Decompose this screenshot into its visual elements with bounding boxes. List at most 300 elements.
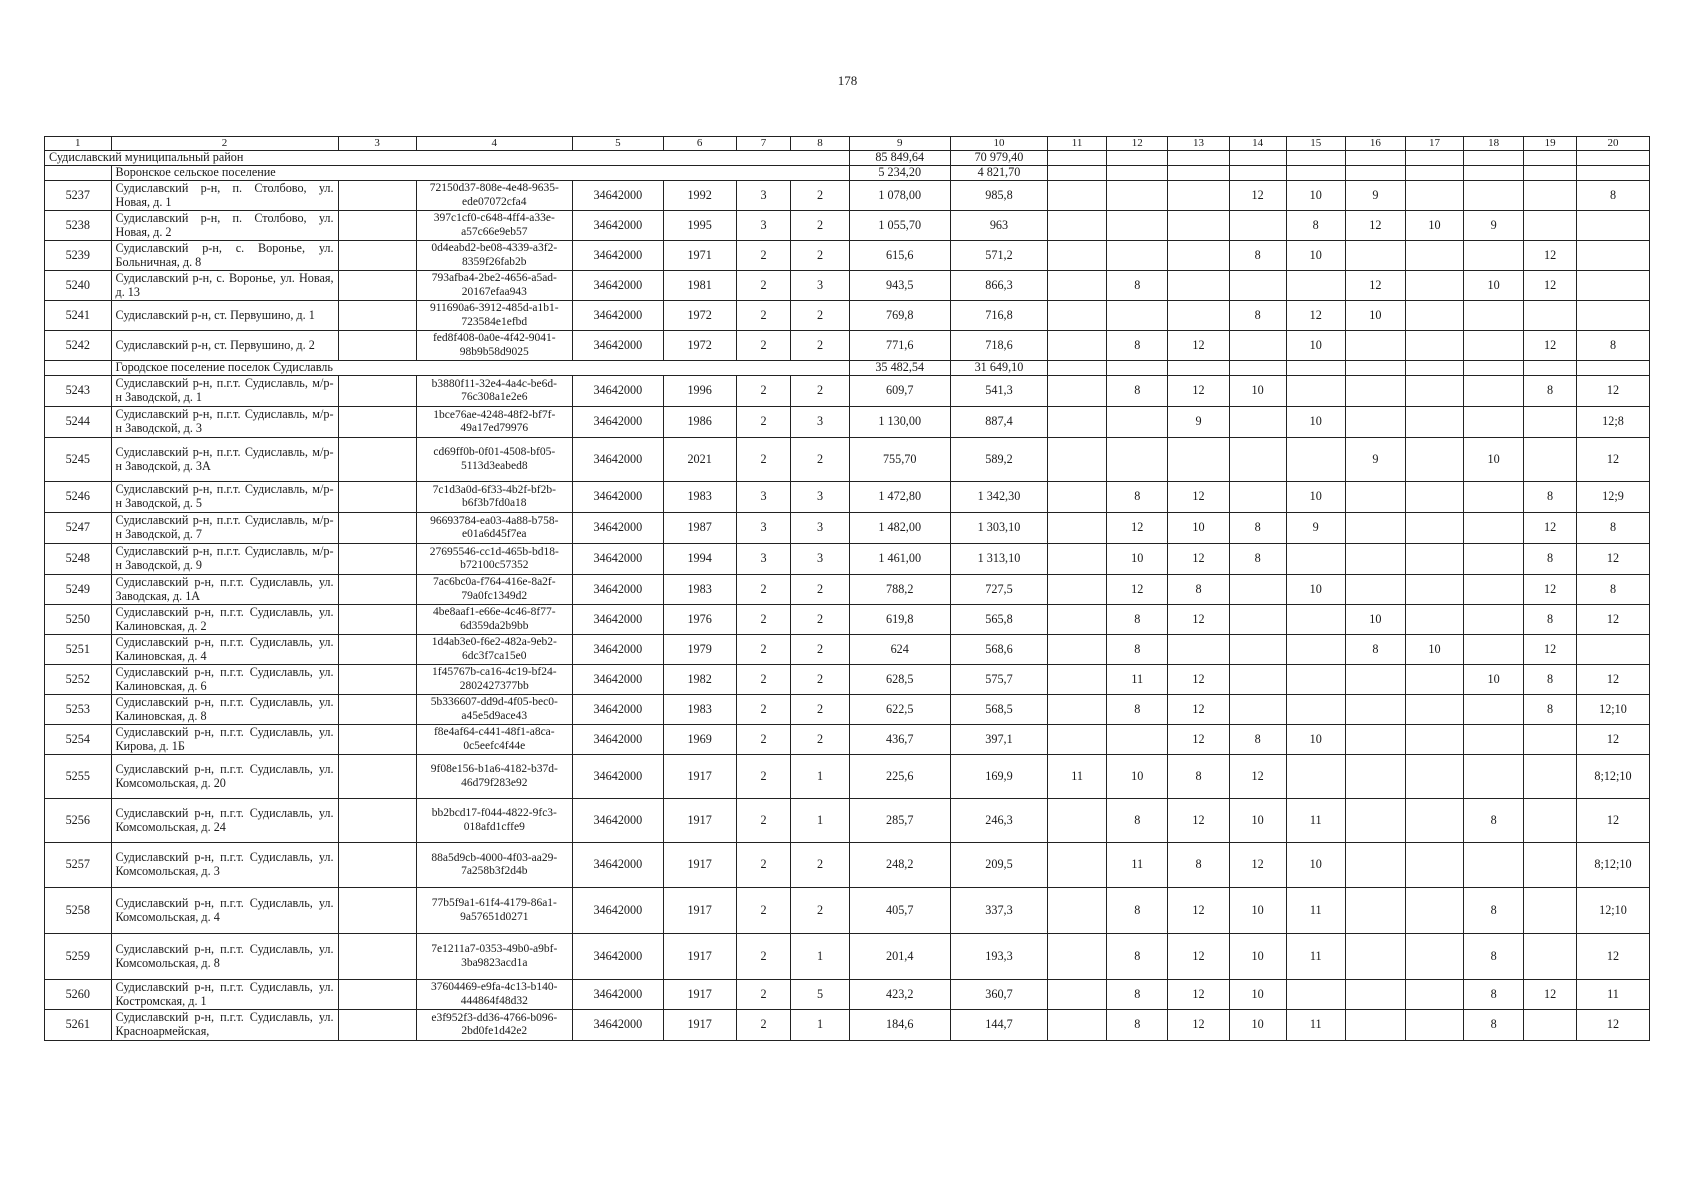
section-total-col10: 4 821,70 <box>950 166 1047 181</box>
column-number: 15 <box>1286 137 1345 151</box>
value-cell-c10: 571,2 <box>950 241 1047 271</box>
value-cell-c7: 2 <box>736 301 791 331</box>
value-cell-c9: 423,2 <box>849 980 950 1010</box>
section-label: Судиславский муниципальный район <box>45 151 850 166</box>
empty-cell <box>1524 166 1577 181</box>
value-cell-c9: 619,8 <box>849 605 950 635</box>
oktmo-cell: 34642000 <box>572 376 663 407</box>
value-cell-c9: 184,6 <box>849 1010 950 1041</box>
value-cell-c16 <box>1345 1010 1405 1041</box>
value-cell-c15 <box>1286 271 1345 301</box>
empty-cell <box>338 241 416 271</box>
column-number: 8 <box>791 137 849 151</box>
address-cell: Судиславский р-н, ст. Первушино, д. 1 <box>111 301 338 331</box>
value-cell-c9: 788,2 <box>849 575 950 605</box>
year-cell: 1981 <box>663 271 736 301</box>
column-number: 17 <box>1405 137 1463 151</box>
value-cell-c10: 1 313,10 <box>950 544 1047 575</box>
value-cell-c14 <box>1229 438 1286 482</box>
row-number: 5260 <box>45 980 112 1010</box>
value-cell-c19 <box>1524 755 1577 799</box>
guid-cell: 9f08e156-b1a6-4182-b37d-46d79f283e92 <box>416 755 572 799</box>
year-cell: 1995 <box>663 211 736 241</box>
value-cell-c13 <box>1168 301 1229 331</box>
value-cell-c16 <box>1345 725 1405 755</box>
empty-cell <box>338 544 416 575</box>
value-cell-c12: 8 <box>1107 331 1168 361</box>
value-cell-c17 <box>1405 301 1463 331</box>
value-cell-c7: 3 <box>736 181 791 211</box>
empty-cell <box>338 181 416 211</box>
value-cell-c18 <box>1464 482 1524 513</box>
value-cell-c17 <box>1405 482 1463 513</box>
value-cell-c13: 12 <box>1168 605 1229 635</box>
value-cell-c14 <box>1229 331 1286 361</box>
value-cell-c12 <box>1107 438 1168 482</box>
guid-cell: b3880f11-32e4-4a4c-be6d-76c308a1e2e6 <box>416 376 572 407</box>
value-cell-c10: 1 342,30 <box>950 482 1047 513</box>
value-cell-c14 <box>1229 605 1286 635</box>
value-cell-c14: 10 <box>1229 376 1286 407</box>
value-cell-c12: 12 <box>1107 513 1168 544</box>
value-cell-c14 <box>1229 665 1286 695</box>
value-cell-c12: 8 <box>1107 376 1168 407</box>
value-cell-c18 <box>1464 241 1524 271</box>
address-cell: Судиславский р-н, п.г.т. Судиславль, ул. Калиновская, д. 8 <box>111 695 338 725</box>
oktmo-cell: 34642000 <box>572 407 663 438</box>
value-cell-c13: 12 <box>1168 331 1229 361</box>
value-cell-c15: 8 <box>1286 211 1345 241</box>
value-cell-c17 <box>1405 331 1463 361</box>
value-cell-c20: 8 <box>1576 331 1649 361</box>
housing-register-table <box>44 136 1650 1041</box>
address-cell: Судиславский р-н, п. Столбово, ул. Новая, д. 1 <box>111 181 338 211</box>
value-cell-c20 <box>1576 271 1649 301</box>
value-cell-c18 <box>1464 301 1524 331</box>
value-cell-c17 <box>1405 271 1463 301</box>
guid-cell: 7c1d3a0d-6f33-4b2f-bf2b-b6f3b7fd0a18 <box>416 482 572 513</box>
value-cell-c12: 8 <box>1107 980 1168 1010</box>
value-cell-c14: 10 <box>1229 980 1286 1010</box>
value-cell-c20: 8 <box>1576 575 1649 605</box>
value-cell-c20: 8 <box>1576 181 1649 211</box>
value-cell-c12: 10 <box>1107 755 1168 799</box>
value-cell-c9: 225,6 <box>849 755 950 799</box>
value-cell-c18 <box>1464 513 1524 544</box>
value-cell-c17 <box>1405 725 1463 755</box>
value-cell-c7: 2 <box>736 635 791 665</box>
value-cell-c16 <box>1345 544 1405 575</box>
section-total-col10: 31 649,10 <box>950 361 1047 376</box>
value-cell-c17 <box>1405 843 1463 888</box>
value-cell-c19 <box>1524 934 1577 980</box>
address-cell: Судиславский р-н, с. Воронье, ул. Новая, д. 13 <box>111 271 338 301</box>
value-cell-c20 <box>1576 211 1649 241</box>
value-cell-c12: 8 <box>1107 271 1168 301</box>
oktmo-cell: 34642000 <box>572 1010 663 1041</box>
table-row <box>45 301 1650 331</box>
value-cell-c13: 8 <box>1168 575 1229 605</box>
address-cell: Судиславский р-н, п.г.т. Судиславль, ул. Комсомольская, д. 24 <box>111 799 338 843</box>
value-cell-c16: 12 <box>1345 271 1405 301</box>
row-number: 5239 <box>45 241 112 271</box>
value-cell-c13: 12 <box>1168 376 1229 407</box>
value-cell-c11 <box>1048 482 1107 513</box>
value-cell-c16: 10 <box>1345 605 1405 635</box>
value-cell-c13: 12 <box>1168 799 1229 843</box>
year-cell: 1987 <box>663 513 736 544</box>
value-cell-c15 <box>1286 695 1345 725</box>
empty-cell <box>338 888 416 934</box>
empty-cell <box>1524 151 1577 166</box>
value-cell-c18 <box>1464 695 1524 725</box>
value-cell-c15 <box>1286 980 1345 1010</box>
guid-cell: 7e1211a7-0353-49b0-a9bf-3ba9823acd1a <box>416 934 572 980</box>
value-cell-c10: 169,9 <box>950 755 1047 799</box>
value-cell-c15: 11 <box>1286 1010 1345 1041</box>
value-cell-c9: 609,7 <box>849 376 950 407</box>
value-cell-c17 <box>1405 934 1463 980</box>
row-number: 5245 <box>45 438 112 482</box>
value-cell-c16 <box>1345 980 1405 1010</box>
section-total-col10: 70 979,40 <box>950 151 1047 166</box>
table-row <box>45 980 1650 1010</box>
value-cell-c12: 8 <box>1107 1010 1168 1041</box>
value-cell-c9: 624 <box>849 635 950 665</box>
value-cell-c8: 1 <box>791 934 849 980</box>
value-cell-c12: 8 <box>1107 934 1168 980</box>
guid-cell: 0d4eabd2-be08-4339-a3f2-8359f26fab2b <box>416 241 572 271</box>
value-cell-c19 <box>1524 301 1577 331</box>
oktmo-cell: 34642000 <box>572 934 663 980</box>
value-cell-c8: 3 <box>791 271 849 301</box>
value-cell-c8: 3 <box>791 513 849 544</box>
value-cell-c14 <box>1229 575 1286 605</box>
guid-cell: 1f45767b-ca16-4c19-bf24-2802427377bb <box>416 665 572 695</box>
value-cell-c18: 10 <box>1464 438 1524 482</box>
value-cell-c19 <box>1524 211 1577 241</box>
empty-cell <box>1168 361 1229 376</box>
oktmo-cell: 34642000 <box>572 438 663 482</box>
value-cell-c19 <box>1524 1010 1577 1041</box>
value-cell-c14 <box>1229 695 1286 725</box>
value-cell-c8: 2 <box>791 725 849 755</box>
address-cell: Судиславский р-н, п.г.т. Судиславль, ул. Калиновская, д. 4 <box>111 635 338 665</box>
value-cell-c18 <box>1464 843 1524 888</box>
value-cell-c15 <box>1286 755 1345 799</box>
guid-cell: 4be8aaf1-e66e-4c46-8f77-6d359da2b9bb <box>416 605 572 635</box>
table-row <box>45 271 1650 301</box>
value-cell-c11 <box>1048 665 1107 695</box>
empty-cell <box>1107 361 1168 376</box>
value-cell-c7: 2 <box>736 980 791 1010</box>
value-cell-c16 <box>1345 888 1405 934</box>
value-cell-c8: 5 <box>791 980 849 1010</box>
value-cell-c12 <box>1107 301 1168 331</box>
row-number: 5238 <box>45 211 112 241</box>
value-cell-c11 <box>1048 301 1107 331</box>
value-cell-c8: 2 <box>791 843 849 888</box>
value-cell-c15: 10 <box>1286 725 1345 755</box>
value-cell-c7: 2 <box>736 755 791 799</box>
address-cell: Судиславский р-н, п.г.т. Судиславль, ул. Комсомольская, д. 4 <box>111 888 338 934</box>
address-cell: Судиславский р-н, п.г.т. Судиславль, ул. Калиновская, д. 6 <box>111 665 338 695</box>
value-cell-c14 <box>1229 482 1286 513</box>
row-number: 5257 <box>45 843 112 888</box>
value-cell-c13: 12 <box>1168 980 1229 1010</box>
value-cell-c20: 12 <box>1576 665 1649 695</box>
oktmo-cell: 34642000 <box>572 544 663 575</box>
empty-cell <box>338 799 416 843</box>
address-cell: Судиславский р-н, п.г.т. Судиславль, ул. Костромская, д. 1 <box>111 980 338 1010</box>
value-cell-c7: 2 <box>736 605 791 635</box>
value-cell-c8: 1 <box>791 755 849 799</box>
value-cell-c8: 2 <box>791 665 849 695</box>
value-cell-c11 <box>1048 605 1107 635</box>
guid-cell: fed8f408-0a0e-4f42-9041-98b9b58d9025 <box>416 331 572 361</box>
value-cell-c19: 12 <box>1524 271 1577 301</box>
value-cell-c11 <box>1048 407 1107 438</box>
value-cell-c9: 1 130,00 <box>849 407 950 438</box>
oktmo-cell: 34642000 <box>572 211 663 241</box>
guid-cell: f8e4af64-c441-48f1-a8ca-0c5eefc4f44e <box>416 725 572 755</box>
value-cell-c9: 622,5 <box>849 695 950 725</box>
value-cell-c12 <box>1107 241 1168 271</box>
value-cell-c10: 727,5 <box>950 575 1047 605</box>
value-cell-c13: 12 <box>1168 544 1229 575</box>
value-cell-c13: 12 <box>1168 695 1229 725</box>
oktmo-cell: 34642000 <box>572 575 663 605</box>
section-total-col9: 35 482,54 <box>849 361 950 376</box>
value-cell-c13: 12 <box>1168 934 1229 980</box>
table-row <box>45 665 1650 695</box>
value-cell-c7: 2 <box>736 695 791 725</box>
empty-cell <box>45 166 112 181</box>
value-cell-c15: 11 <box>1286 934 1345 980</box>
page-number: 178 <box>837 73 858 88</box>
value-cell-c20 <box>1576 635 1649 665</box>
year-cell: 1982 <box>663 665 736 695</box>
table-row <box>45 211 1650 241</box>
value-cell-c17 <box>1405 438 1463 482</box>
value-cell-c19: 8 <box>1524 695 1577 725</box>
value-cell-c17 <box>1405 544 1463 575</box>
table-row <box>45 725 1650 755</box>
empty-cell <box>1405 151 1463 166</box>
table-row <box>45 843 1650 888</box>
year-cell: 1972 <box>663 301 736 331</box>
empty-cell <box>338 635 416 665</box>
value-cell-c8: 2 <box>791 575 849 605</box>
empty-cell <box>338 725 416 755</box>
empty-cell <box>338 980 416 1010</box>
year-cell: 1969 <box>663 725 736 755</box>
year-cell: 1917 <box>663 980 736 1010</box>
value-cell-c20: 8 <box>1576 513 1649 544</box>
address-cell: Судиславский р-н, п.г.т. Судиславль, м/р-н Заводской, д. 3А <box>111 438 338 482</box>
value-cell-c11 <box>1048 575 1107 605</box>
value-cell-c20: 12 <box>1576 544 1649 575</box>
value-cell-c19: 8 <box>1524 665 1577 695</box>
year-cell: 1979 <box>663 635 736 665</box>
value-cell-c17 <box>1405 799 1463 843</box>
table-row <box>45 513 1650 544</box>
empty-cell <box>1405 166 1463 181</box>
row-number: 5237 <box>45 181 112 211</box>
value-cell-c16: 8 <box>1345 635 1405 665</box>
table-row <box>45 331 1650 361</box>
column-number: 5 <box>572 137 663 151</box>
value-cell-c10: 397,1 <box>950 725 1047 755</box>
value-cell-c7: 2 <box>736 725 791 755</box>
value-cell-c8: 2 <box>791 605 849 635</box>
value-cell-c20: 12 <box>1576 799 1649 843</box>
value-cell-c15: 10 <box>1286 241 1345 271</box>
value-cell-c11: 11 <box>1048 755 1107 799</box>
value-cell-c7: 2 <box>736 1010 791 1041</box>
empty-cell <box>1107 166 1168 181</box>
value-cell-c17 <box>1405 1010 1463 1041</box>
value-cell-c14: 10 <box>1229 934 1286 980</box>
value-cell-c17 <box>1405 695 1463 725</box>
empty-cell <box>1576 151 1649 166</box>
address-cell: Судиславский р-н, п.г.т. Судиславль, ул. Калиновская, д. 2 <box>111 605 338 635</box>
value-cell-c19 <box>1524 888 1577 934</box>
row-number: 5259 <box>45 934 112 980</box>
value-cell-c11 <box>1048 376 1107 407</box>
oktmo-cell: 34642000 <box>572 980 663 1010</box>
value-cell-c9: 436,7 <box>849 725 950 755</box>
value-cell-c13: 10 <box>1168 513 1229 544</box>
value-cell-c11 <box>1048 438 1107 482</box>
value-cell-c17 <box>1405 513 1463 544</box>
section-total-col9: 5 234,20 <box>849 166 950 181</box>
table-row <box>45 888 1650 934</box>
value-cell-c10: 716,8 <box>950 301 1047 331</box>
value-cell-c17 <box>1405 376 1463 407</box>
value-cell-c20: 8;12;10 <box>1576 755 1649 799</box>
empty-cell <box>1576 166 1649 181</box>
address-cell: Судиславский р-н, п.г.т. Судиславль, ул. Красноармейская, <box>111 1010 338 1041</box>
value-cell-c13 <box>1168 271 1229 301</box>
empty-cell <box>1345 166 1405 181</box>
value-cell-c9: 628,5 <box>849 665 950 695</box>
column-number-row <box>45 137 1650 151</box>
value-cell-c17 <box>1405 181 1463 211</box>
value-cell-c15 <box>1286 544 1345 575</box>
value-cell-c12: 8 <box>1107 799 1168 843</box>
value-cell-c18: 8 <box>1464 888 1524 934</box>
value-cell-c13 <box>1168 181 1229 211</box>
oktmo-cell: 34642000 <box>572 301 663 331</box>
oktmo-cell: 34642000 <box>572 331 663 361</box>
address-cell: Судиславский р-н, п.г.т. Судиславль, м/р-н Заводской, д. 5 <box>111 482 338 513</box>
empty-cell <box>1048 166 1107 181</box>
address-cell: Судиславский р-н, п.г.т. Судиславль, м/р-н Заводской, д. 1 <box>111 376 338 407</box>
oktmo-cell: 34642000 <box>572 799 663 843</box>
empty-cell <box>1464 166 1524 181</box>
row-number: 5255 <box>45 755 112 799</box>
year-cell: 1972 <box>663 331 736 361</box>
value-cell-c12: 11 <box>1107 843 1168 888</box>
value-cell-c17 <box>1405 888 1463 934</box>
value-cell-c18 <box>1464 575 1524 605</box>
value-cell-c14: 8 <box>1229 241 1286 271</box>
value-cell-c16: 9 <box>1345 438 1405 482</box>
column-number: 3 <box>338 137 416 151</box>
year-cell: 1986 <box>663 407 736 438</box>
value-cell-c14: 8 <box>1229 301 1286 331</box>
value-cell-c7: 2 <box>736 271 791 301</box>
value-cell-c7: 2 <box>736 888 791 934</box>
value-cell-c18 <box>1464 635 1524 665</box>
value-cell-c18 <box>1464 544 1524 575</box>
value-cell-c18: 10 <box>1464 271 1524 301</box>
guid-cell: 7ac6bc0a-f764-416e-8a2f-79a0fc1349d2 <box>416 575 572 605</box>
empty-cell <box>338 482 416 513</box>
value-cell-c12: 12 <box>1107 575 1168 605</box>
value-cell-c8: 2 <box>791 301 849 331</box>
value-cell-c18 <box>1464 331 1524 361</box>
value-cell-c7: 3 <box>736 482 791 513</box>
value-cell-c17 <box>1405 575 1463 605</box>
value-cell-c11 <box>1048 695 1107 725</box>
value-cell-c19: 12 <box>1524 980 1577 1010</box>
column-number: 9 <box>849 137 950 151</box>
value-cell-c11 <box>1048 271 1107 301</box>
value-cell-c14: 8 <box>1229 725 1286 755</box>
value-cell-c18: 8 <box>1464 980 1524 1010</box>
value-cell-c13: 12 <box>1168 482 1229 513</box>
row-number: 5242 <box>45 331 112 361</box>
value-cell-c10: 887,4 <box>950 407 1047 438</box>
value-cell-c20: 8;12;10 <box>1576 843 1649 888</box>
value-cell-c16 <box>1345 482 1405 513</box>
value-cell-c13: 12 <box>1168 725 1229 755</box>
value-cell-c8: 2 <box>791 695 849 725</box>
value-cell-c10: 1 303,10 <box>950 513 1047 544</box>
section-summary-row <box>45 166 1650 181</box>
value-cell-c15: 9 <box>1286 513 1345 544</box>
value-cell-c18: 8 <box>1464 799 1524 843</box>
column-number: 18 <box>1464 137 1524 151</box>
address-cell: Судиславский р-н, ст. Первушино, д. 2 <box>111 331 338 361</box>
value-cell-c15: 11 <box>1286 888 1345 934</box>
value-cell-c12: 8 <box>1107 888 1168 934</box>
value-cell-c19: 12 <box>1524 331 1577 361</box>
section-summary-row <box>45 151 1650 166</box>
value-cell-c16: 12 <box>1345 211 1405 241</box>
column-number: 6 <box>663 137 736 151</box>
row-number: 5252 <box>45 665 112 695</box>
empty-cell <box>1464 361 1524 376</box>
table-row <box>45 181 1650 211</box>
empty-cell <box>1229 361 1286 376</box>
year-cell: 1917 <box>663 934 736 980</box>
table-row <box>45 241 1650 271</box>
value-cell-c17 <box>1405 605 1463 635</box>
value-cell-c16: 10 <box>1345 301 1405 331</box>
value-cell-c11 <box>1048 635 1107 665</box>
value-cell-c18: 8 <box>1464 934 1524 980</box>
section-total-col9: 85 849,64 <box>849 151 950 166</box>
value-cell-c20: 12 <box>1576 1010 1649 1041</box>
value-cell-c8: 2 <box>791 888 849 934</box>
value-cell-c10: 985,8 <box>950 181 1047 211</box>
value-cell-c14: 8 <box>1229 544 1286 575</box>
value-cell-c13 <box>1168 211 1229 241</box>
column-number: 19 <box>1524 137 1577 151</box>
